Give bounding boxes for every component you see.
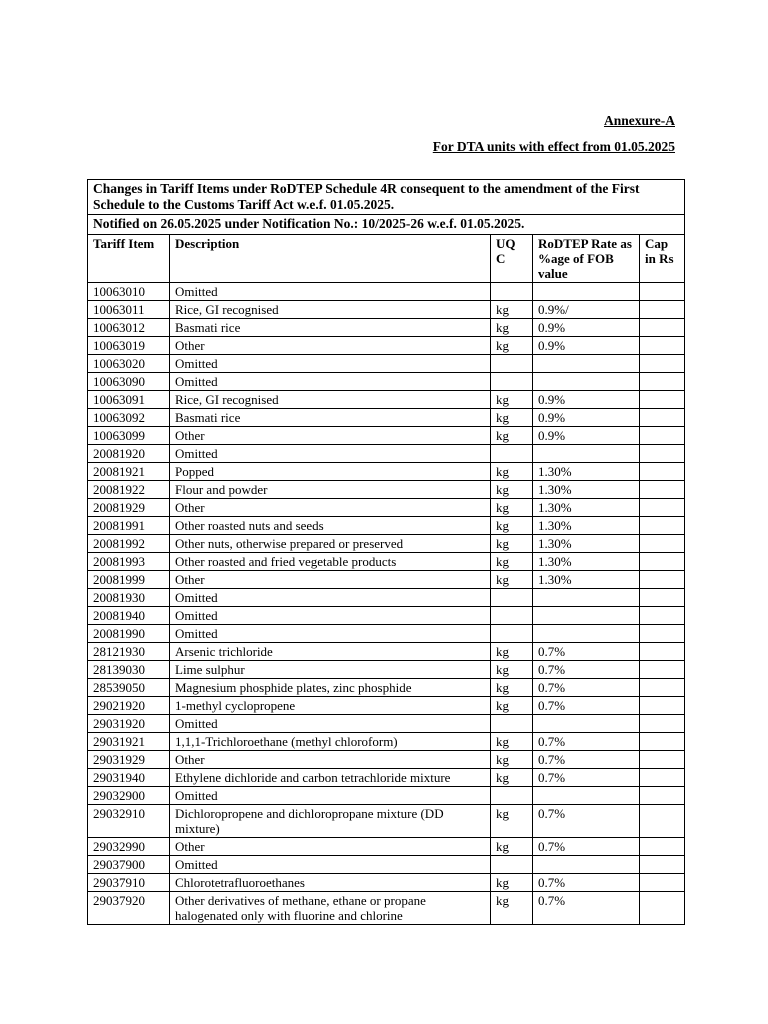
table-row bbox=[88, 714, 685, 732]
cell-uqc: kg bbox=[491, 678, 533, 696]
cell-rate: 0.7% bbox=[533, 768, 640, 786]
cell-cap bbox=[640, 426, 685, 444]
cell-rate: 0.7% bbox=[533, 660, 640, 678]
cell-cap bbox=[640, 606, 685, 624]
cell-cap bbox=[640, 678, 685, 696]
cell-rate bbox=[533, 786, 640, 804]
cell-tariff-item: 29032900 bbox=[88, 786, 170, 804]
table-row bbox=[88, 837, 685, 855]
cell-uqc: kg bbox=[491, 336, 533, 354]
cell-cap bbox=[640, 336, 685, 354]
cell-uqc bbox=[491, 444, 533, 462]
table-row bbox=[88, 282, 685, 300]
cell-description: Ethylene dichloride and carbon tetrachloride mixture bbox=[170, 768, 491, 786]
cell-rate: 0.9% bbox=[533, 426, 640, 444]
cell-rate: 1.30% bbox=[533, 480, 640, 498]
cell-tariff-item: 10063019 bbox=[88, 336, 170, 354]
cell-uqc bbox=[491, 588, 533, 606]
cell-rate bbox=[533, 624, 640, 642]
cell-cap bbox=[640, 300, 685, 318]
cell-uqc bbox=[491, 786, 533, 804]
header-uqc: UQ C bbox=[491, 234, 533, 282]
table-row bbox=[88, 873, 685, 891]
cell-rate: 0.7% bbox=[533, 891, 640, 924]
cell-uqc: kg bbox=[491, 318, 533, 336]
cell-rate: 0.9% bbox=[533, 336, 640, 354]
cell-description: Omitted bbox=[170, 714, 491, 732]
cell-cap bbox=[640, 408, 685, 426]
cell-uqc: kg bbox=[491, 837, 533, 855]
cell-cap bbox=[640, 696, 685, 714]
cell-tariff-item: 10063099 bbox=[88, 426, 170, 444]
cell-rate: 0.7% bbox=[533, 696, 640, 714]
cell-cap bbox=[640, 624, 685, 642]
annexure-label: Annexure-A bbox=[603, 113, 675, 128]
cell-rate: 1.30% bbox=[533, 498, 640, 516]
cell-rate: 0.7% bbox=[533, 873, 640, 891]
cell-description: Other bbox=[170, 426, 491, 444]
table-row bbox=[88, 354, 685, 372]
cell-cap bbox=[640, 282, 685, 300]
cell-rate: 0.9%/ bbox=[533, 300, 640, 318]
cell-tariff-item: 29037910 bbox=[88, 873, 170, 891]
cell-tariff-item: 29031940 bbox=[88, 768, 170, 786]
cell-description: Omitted bbox=[170, 606, 491, 624]
cell-tariff-item: 20081929 bbox=[88, 498, 170, 516]
cell-cap bbox=[640, 318, 685, 336]
cell-cap bbox=[640, 480, 685, 498]
table-row bbox=[88, 732, 685, 750]
cell-uqc: kg bbox=[491, 480, 533, 498]
cell-cap bbox=[640, 642, 685, 660]
cell-rate: 1.30% bbox=[533, 534, 640, 552]
cell-rate: 0.9% bbox=[533, 390, 640, 408]
table-row bbox=[88, 642, 685, 660]
table-row bbox=[88, 588, 685, 606]
cell-rate: 0.7% bbox=[533, 642, 640, 660]
table-row bbox=[88, 891, 685, 924]
cell-cap bbox=[640, 891, 685, 924]
cell-cap bbox=[640, 372, 685, 390]
cell-cap bbox=[640, 354, 685, 372]
notification-line: Notified on 26.05.2025 under Notification No.: 10/2025-26 w.e.f. 01.05.2025. bbox=[88, 215, 685, 235]
table-row bbox=[88, 534, 685, 552]
cell-uqc: kg bbox=[491, 390, 533, 408]
table-row bbox=[88, 786, 685, 804]
cell-description: Popped bbox=[170, 462, 491, 480]
cell-description: Other bbox=[170, 750, 491, 768]
cell-tariff-item: 28539050 bbox=[88, 678, 170, 696]
cell-description: Omitted bbox=[170, 855, 491, 873]
cell-cap bbox=[640, 552, 685, 570]
cell-uqc bbox=[491, 855, 533, 873]
cell-tariff-item: 20081991 bbox=[88, 516, 170, 534]
table-row bbox=[88, 444, 685, 462]
cell-rate bbox=[533, 606, 640, 624]
cell-description: 1-methyl cyclopropene bbox=[170, 696, 491, 714]
cell-uqc bbox=[491, 372, 533, 390]
cell-uqc: kg bbox=[491, 498, 533, 516]
cell-cap bbox=[640, 444, 685, 462]
cell-tariff-item: 20081922 bbox=[88, 480, 170, 498]
header-tariff-item: Tariff Item bbox=[88, 234, 170, 282]
table-row bbox=[88, 678, 685, 696]
cell-description: 1,1,1-Trichloroethane (methyl chloroform) bbox=[170, 732, 491, 750]
cell-tariff-item: 20081990 bbox=[88, 624, 170, 642]
table-row bbox=[88, 570, 685, 588]
cell-rate: 0.9% bbox=[533, 318, 640, 336]
cell-description: Omitted bbox=[170, 588, 491, 606]
cell-uqc: kg bbox=[491, 642, 533, 660]
table-row bbox=[88, 300, 685, 318]
table-row bbox=[88, 426, 685, 444]
header-cap: Cap in Rs bbox=[640, 234, 685, 282]
cell-tariff-item: 29031921 bbox=[88, 732, 170, 750]
cell-cap bbox=[640, 837, 685, 855]
cell-uqc bbox=[491, 282, 533, 300]
cell-tariff-item: 29031929 bbox=[88, 750, 170, 768]
cell-cap bbox=[640, 768, 685, 786]
cell-rate bbox=[533, 372, 640, 390]
cell-tariff-item: 20081940 bbox=[88, 606, 170, 624]
cell-uqc: kg bbox=[491, 426, 533, 444]
cell-rate bbox=[533, 855, 640, 873]
table-row bbox=[88, 552, 685, 570]
cell-description: Basmati rice bbox=[170, 408, 491, 426]
cell-description: Omitted bbox=[170, 372, 491, 390]
cell-tariff-item: 29021920 bbox=[88, 696, 170, 714]
cell-tariff-item: 10063020 bbox=[88, 354, 170, 372]
table-header-row bbox=[88, 234, 685, 282]
cell-uqc: kg bbox=[491, 750, 533, 768]
table-row bbox=[88, 480, 685, 498]
cell-uqc: kg bbox=[491, 570, 533, 588]
cell-rate: 1.30% bbox=[533, 552, 640, 570]
cell-rate: 0.7% bbox=[533, 750, 640, 768]
cell-cap bbox=[640, 390, 685, 408]
table-row bbox=[88, 624, 685, 642]
cell-tariff-item: 10063091 bbox=[88, 390, 170, 408]
cell-tariff-item: 20081930 bbox=[88, 588, 170, 606]
cell-cap bbox=[640, 570, 685, 588]
cell-rate: 0.7% bbox=[533, 804, 640, 837]
cell-rate: 0.7% bbox=[533, 837, 640, 855]
cell-tariff-item: 28121930 bbox=[88, 642, 170, 660]
table-row bbox=[88, 768, 685, 786]
cell-description: Other roasted and fried vegetable products bbox=[170, 552, 491, 570]
cell-rate bbox=[533, 444, 640, 462]
table-row bbox=[88, 516, 685, 534]
cell-uqc: kg bbox=[491, 300, 533, 318]
cell-description: Rice, GI recognised bbox=[170, 390, 491, 408]
cell-description: Chlorotetrafluoroethanes bbox=[170, 873, 491, 891]
cell-description: Magnesium phosphide plates, zinc phosphide bbox=[170, 678, 491, 696]
cell-uqc: kg bbox=[491, 732, 533, 750]
cell-uqc: kg bbox=[491, 534, 533, 552]
header-rate: RoDTEP Rate as %age of FOB value bbox=[533, 234, 640, 282]
table-row bbox=[88, 606, 685, 624]
cell-description: Rice, GI recognised bbox=[170, 300, 491, 318]
table-row bbox=[88, 696, 685, 714]
cell-cap bbox=[640, 498, 685, 516]
cell-tariff-item: 29037900 bbox=[88, 855, 170, 873]
cell-tariff-item: 29032910 bbox=[88, 804, 170, 837]
cell-description: Other roasted nuts and seeds bbox=[170, 516, 491, 534]
cell-tariff-item: 20081921 bbox=[88, 462, 170, 480]
cell-uqc: kg bbox=[491, 516, 533, 534]
cell-description: Other nuts, otherwise prepared or preserved bbox=[170, 534, 491, 552]
cell-description: Other bbox=[170, 336, 491, 354]
cell-cap bbox=[640, 588, 685, 606]
cell-uqc: kg bbox=[491, 873, 533, 891]
header-description: Description bbox=[170, 234, 491, 282]
cell-tariff-item: 10063090 bbox=[88, 372, 170, 390]
cell-rate: 1.30% bbox=[533, 516, 640, 534]
cell-tariff-item: 20081993 bbox=[88, 552, 170, 570]
cell-description: Dichloropropene and dichloropropane mixture (DD mixture) bbox=[170, 804, 491, 837]
cell-uqc: kg bbox=[491, 660, 533, 678]
cell-cap bbox=[640, 786, 685, 804]
cell-uqc: kg bbox=[491, 408, 533, 426]
cell-cap bbox=[640, 750, 685, 768]
cell-uqc bbox=[491, 624, 533, 642]
table-row bbox=[88, 408, 685, 426]
cell-tariff-item: 29032990 bbox=[88, 837, 170, 855]
table-row bbox=[88, 660, 685, 678]
cell-tariff-item: 20081992 bbox=[88, 534, 170, 552]
table-row bbox=[88, 462, 685, 480]
table-row bbox=[88, 372, 685, 390]
cell-description: Other derivatives of methane, ethane or propane halogenated only with fluorine and chlorine bbox=[170, 891, 491, 924]
table-row bbox=[88, 336, 685, 354]
cell-description: Omitted bbox=[170, 786, 491, 804]
cell-tariff-item: 10063092 bbox=[88, 408, 170, 426]
cell-rate bbox=[533, 354, 640, 372]
cell-uqc: kg bbox=[491, 696, 533, 714]
document-subtitle: For DTA units with effect from 01.05.2025 bbox=[432, 139, 675, 154]
cell-tariff-item: 29031920 bbox=[88, 714, 170, 732]
cell-tariff-item: 10063010 bbox=[88, 282, 170, 300]
table-row bbox=[88, 855, 685, 873]
cell-uqc: kg bbox=[491, 552, 533, 570]
cell-tariff-item: 10063012 bbox=[88, 318, 170, 336]
cell-description: Other bbox=[170, 570, 491, 588]
cell-uqc: kg bbox=[491, 891, 533, 924]
table-row bbox=[88, 390, 685, 408]
cell-rate: 0.9% bbox=[533, 408, 640, 426]
cell-description: Flour and powder bbox=[170, 480, 491, 498]
cell-cap bbox=[640, 732, 685, 750]
cell-description: Basmati rice bbox=[170, 318, 491, 336]
cell-uqc bbox=[491, 606, 533, 624]
cell-description: Arsenic trichloride bbox=[170, 642, 491, 660]
cell-tariff-item: 20081999 bbox=[88, 570, 170, 588]
cell-uqc bbox=[491, 354, 533, 372]
cell-uqc: kg bbox=[491, 462, 533, 480]
cell-description: Omitted bbox=[170, 624, 491, 642]
cell-cap bbox=[640, 516, 685, 534]
cell-rate bbox=[533, 282, 640, 300]
cell-cap bbox=[640, 873, 685, 891]
cell-rate: 1.30% bbox=[533, 570, 640, 588]
table-caption: Changes in Tariff Items under RoDTEP Schedule 4R consequent to the amendment of the First Schedule to the Customs Tariff Act w.e.f. 01.05.2025. bbox=[88, 180, 685, 215]
cell-cap bbox=[640, 534, 685, 552]
table-row bbox=[88, 750, 685, 768]
cell-cap bbox=[640, 462, 685, 480]
cell-description: Other bbox=[170, 837, 491, 855]
cell-cap bbox=[640, 714, 685, 732]
table-row bbox=[88, 498, 685, 516]
cell-tariff-item: 20081920 bbox=[88, 444, 170, 462]
cell-tariff-item: 10063011 bbox=[88, 300, 170, 318]
cell-cap bbox=[640, 855, 685, 873]
cell-description: Omitted bbox=[170, 354, 491, 372]
cell-cap bbox=[640, 660, 685, 678]
cell-rate: 0.7% bbox=[533, 732, 640, 750]
cell-rate: 1.30% bbox=[533, 462, 640, 480]
cell-description: Omitted bbox=[170, 444, 491, 462]
cell-uqc: kg bbox=[491, 804, 533, 837]
cell-tariff-item: 29037920 bbox=[88, 891, 170, 924]
cell-uqc: kg bbox=[491, 768, 533, 786]
cell-description: Lime sulphur bbox=[170, 660, 491, 678]
cell-rate bbox=[533, 714, 640, 732]
cell-description: Omitted bbox=[170, 282, 491, 300]
table-row bbox=[88, 804, 685, 837]
table-row bbox=[88, 318, 685, 336]
cell-rate bbox=[533, 588, 640, 606]
cell-uqc bbox=[491, 714, 533, 732]
cell-rate: 0.7% bbox=[533, 678, 640, 696]
tariff-table bbox=[87, 179, 685, 925]
cell-cap bbox=[640, 804, 685, 837]
cell-tariff-item: 28139030 bbox=[88, 660, 170, 678]
cell-description: Other bbox=[170, 498, 491, 516]
